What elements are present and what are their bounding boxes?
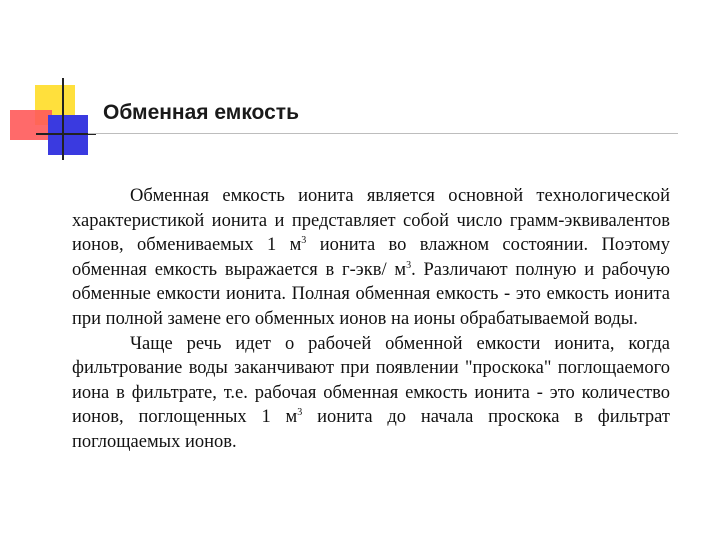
decor-vertical-line [62, 78, 64, 160]
paragraph-1-text-1: Обменная емкость ионита является основной технологической характеристикой ионита и представляет собой число грамм-эквивалентов ионов, обмениваемых 1 м [72, 186, 670, 256]
paragraph-1-text-2: ионита во влажном состоянии. Поэтому обменная емкость выражается в г-экв/ м [72, 235, 670, 280]
slide-title: Обменная емкость [103, 101, 299, 124]
decor-blue-square [48, 115, 88, 155]
superscript-cubic-2: 3 [406, 259, 412, 271]
slide-body [72, 184, 670, 455]
decor-horizontal-line [36, 133, 96, 135]
superscript-cubic-3: 3 [297, 407, 303, 419]
paragraph-1 [72, 184, 670, 332]
decor-red-square [10, 110, 52, 140]
paragraph-2 [72, 332, 670, 455]
paragraph-2-text-1: Чаще речь идет о рабочей обменной емкости ионита, когда фильтрование воды заканчивают при появлении "проскока" поглощаемого иона в фильтрате, т.е. рабочая обменная емкость ионита - это количество ионов, поглощенных 1 м [72, 333, 670, 428]
paragraph-2-text-2: ионита до начала проскока в фильтрат поглощаемых ионов. [72, 407, 670, 452]
paragraph-1-text-3: . Различают полную и рабочую обменные емкости ионита. Полная обменная емкость - это емкость ионита при полной замене его обменных ионов на ионы обрабатываемой воды. [72, 259, 670, 329]
superscript-cubic-1: 3 [301, 235, 307, 247]
title-underline [88, 133, 678, 134]
